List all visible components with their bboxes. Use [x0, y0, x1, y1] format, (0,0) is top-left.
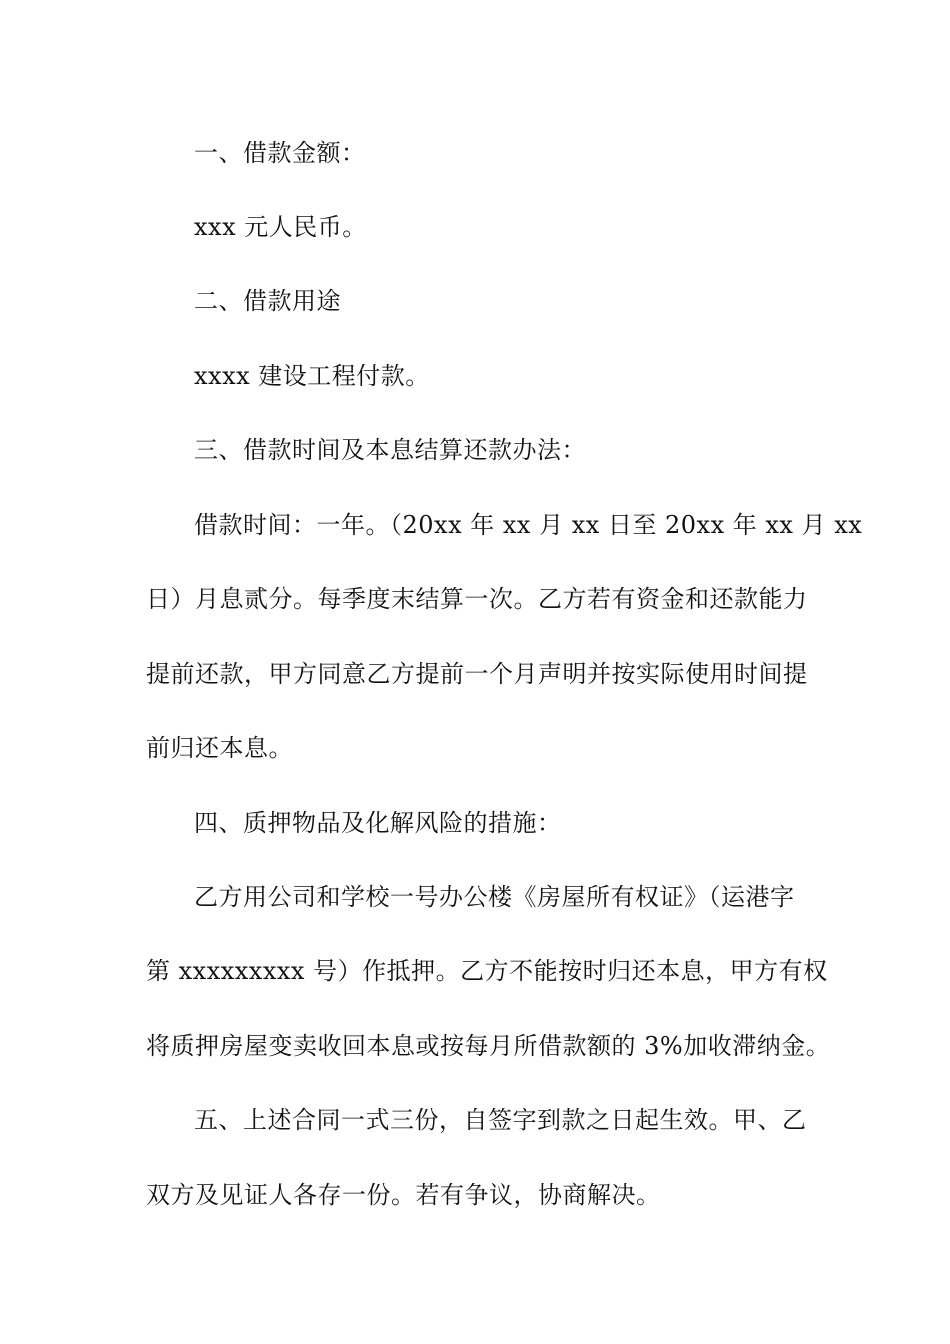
section-heading-loan-purpose: 二、借款用途: [194, 287, 341, 315]
collateral-paragraph-line-3: 将质押房屋变卖收回本息或按每月所借款额的 3%加收滞纳金。: [146, 1032, 831, 1060]
loan-purpose-text: xxxx 建设工程付款。: [194, 362, 430, 390]
section-heading-collateral: 四、质押物品及化解风险的措施：: [194, 809, 562, 837]
section-heading-loan-term: 三、借款时间及本息结算还款办法：: [194, 436, 586, 464]
section-heading-effectiveness: 五、上述合同一式三份，自签字到款之日起生效。甲、乙: [194, 1106, 807, 1134]
collateral-paragraph-line-1: 乙方用公司和学校一号办公楼《房屋所有权证》（运港字: [194, 883, 795, 911]
collateral-paragraph-line-2: 第 xxxxxxxxx 号）作抵押。乙方不能按时归还本息，甲方有权: [146, 957, 828, 985]
loan-term-paragraph-line-2: 日）月息贰分。每季度末结算一次。乙方若有资金和还款能力: [146, 585, 808, 613]
effectiveness-paragraph-line-2: 双方及见证人各存一份。若有争议，协商解决。: [146, 1181, 661, 1209]
loan-term-paragraph-line-4: 前归还本息。: [146, 734, 293, 762]
section-heading-loan-amount: 一、借款金额：: [194, 139, 366, 167]
loan-amount-text: xxx 元人民币。: [194, 213, 367, 241]
loan-term-paragraph-line-1: 借款时间：一年。（20xx 年 xx 月 xx 日至 20xx 年 xx 月 xx: [194, 511, 863, 539]
loan-term-paragraph-line-3: 提前还款，甲方同意乙方提前一个月声明并按实际使用时间提: [146, 660, 808, 688]
